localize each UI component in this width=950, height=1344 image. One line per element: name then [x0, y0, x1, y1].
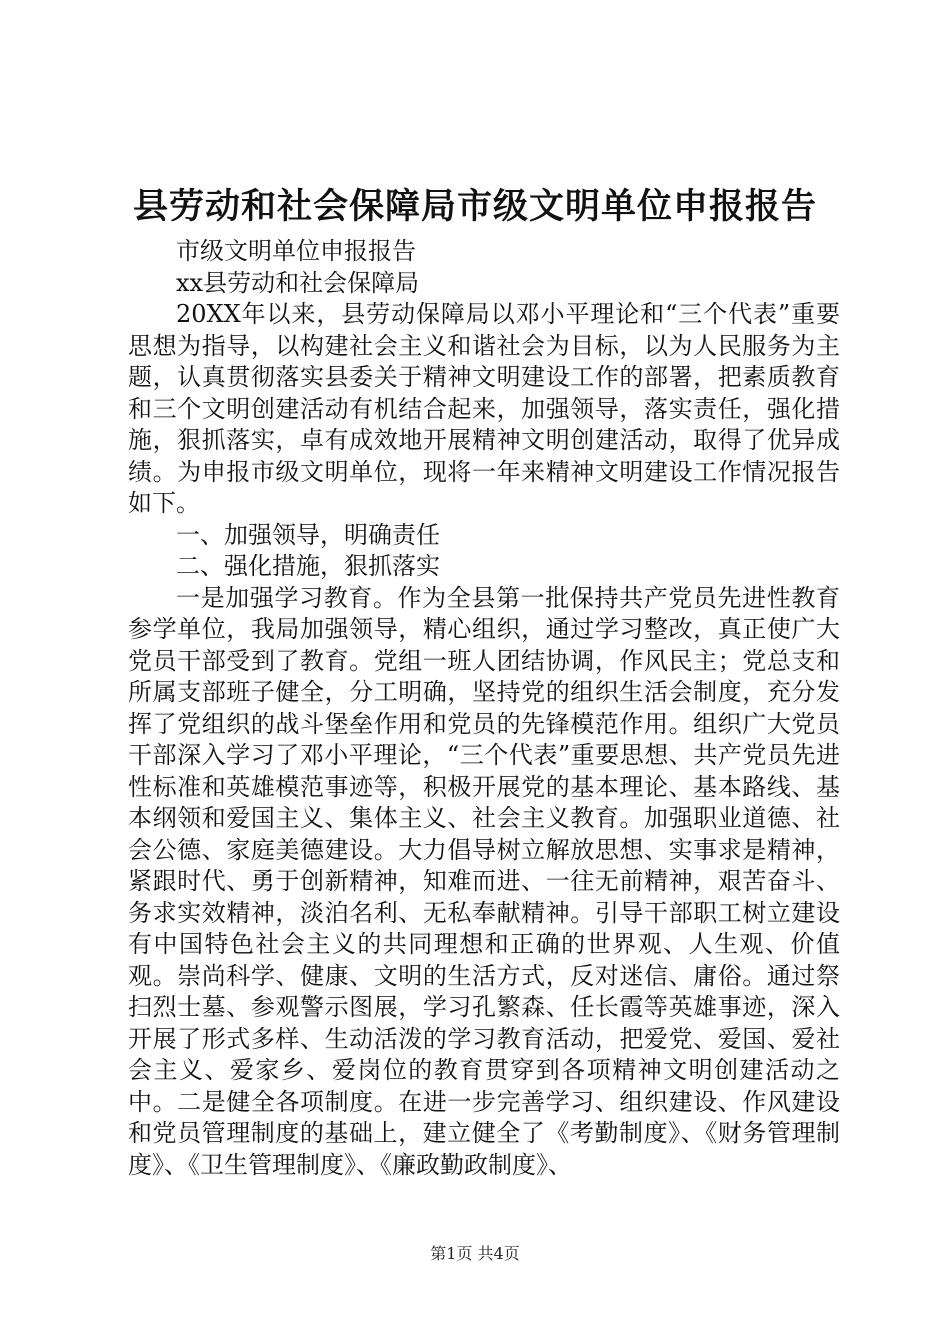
paragraph-measures: 一是加强学习教育。作为全县第一批保持共产党员先进性教育参学单位，我局加强领导，精心组织，通过学习整改，真正使广大党员干部受到了教育。党组一班人团结协调，作风民主；党总支和所属支部班子健全，分工明确，坚持党的组织生活会制度，充分发挥了党组织的战斗堡垒作用和党员的先锋模范作用。组织广大党员干部深入学习了邓小平理论，“三个代表”重要思想、共产党员先进性标准和英雄模范事迹等，积极开展党的基本理论、基本路线、基本纲领和爱国主义、集体主义、社会主义教育。加强职业道德、社会公德、家庭美德建设。大力倡导树立解放思想、实事求是精神，紧跟时代、勇于创新精神，知难而进、一往无前精神，艰苦奋斗、务求实效精神，淡泊名利、无私奉献精神。引导干部职工树立建设有中国特色社会主义的共同理想和正确的世界观、人生观、价值观。崇尚科学、健康、文明的生活方式，反对迷信、庸俗。通过祭扫烈士墓、参观警示图展，学习孔繁森、任长霞等英雄事迹，深入开展了形式多样、生动活泼的学习教育活动，把爱党、爱国、爱社会主义、爱家乡、爱岗位的教育贯穿到各项精神文明创建活动之中。二是健全各项制度。在进一步完善学习、组织建设、作风建设和党员管理制度的基础上，建立健全了《考勤制度》、《财务管理制度》、《卫生管理制度》、《廉政勤政制度》、 [128, 583, 840, 1179]
document-title: 县劳动和社会保障局市级文明单位申报报告 [132, 186, 817, 227]
paragraph-introduction: 20XX年以来，县劳动保障局以邓小平理论和“三个代表”重要思想为指导，以构建社会主义和谐社会为目标，以为人民服务为主题，认真贯彻落实县委关于精神文明建设工作的部署，把素质教育和三个文明创建活动有机结合起来，加强领导，落实责任，强化措施，狠抓落实，卓有成效地开展精神文明创建活动，取得了优异成绩。为申报市级文明单位，现将一年来精神文明建设工作情况报告如下。 [128, 300, 840, 517]
document-body [128, 236, 840, 1181]
section-heading-2: 二、强化措施，狠抓落实 [176, 552, 440, 580]
paragraph-subtitle: 市级文明单位申报报告 [176, 237, 416, 265]
section-heading-1: 一、加强领导，明确责任 [176, 520, 440, 549]
page-number-footer: 第1页 共4页 [430, 1244, 520, 1263]
paragraph-organization: xx县劳动和社会保障局 [176, 268, 420, 297]
